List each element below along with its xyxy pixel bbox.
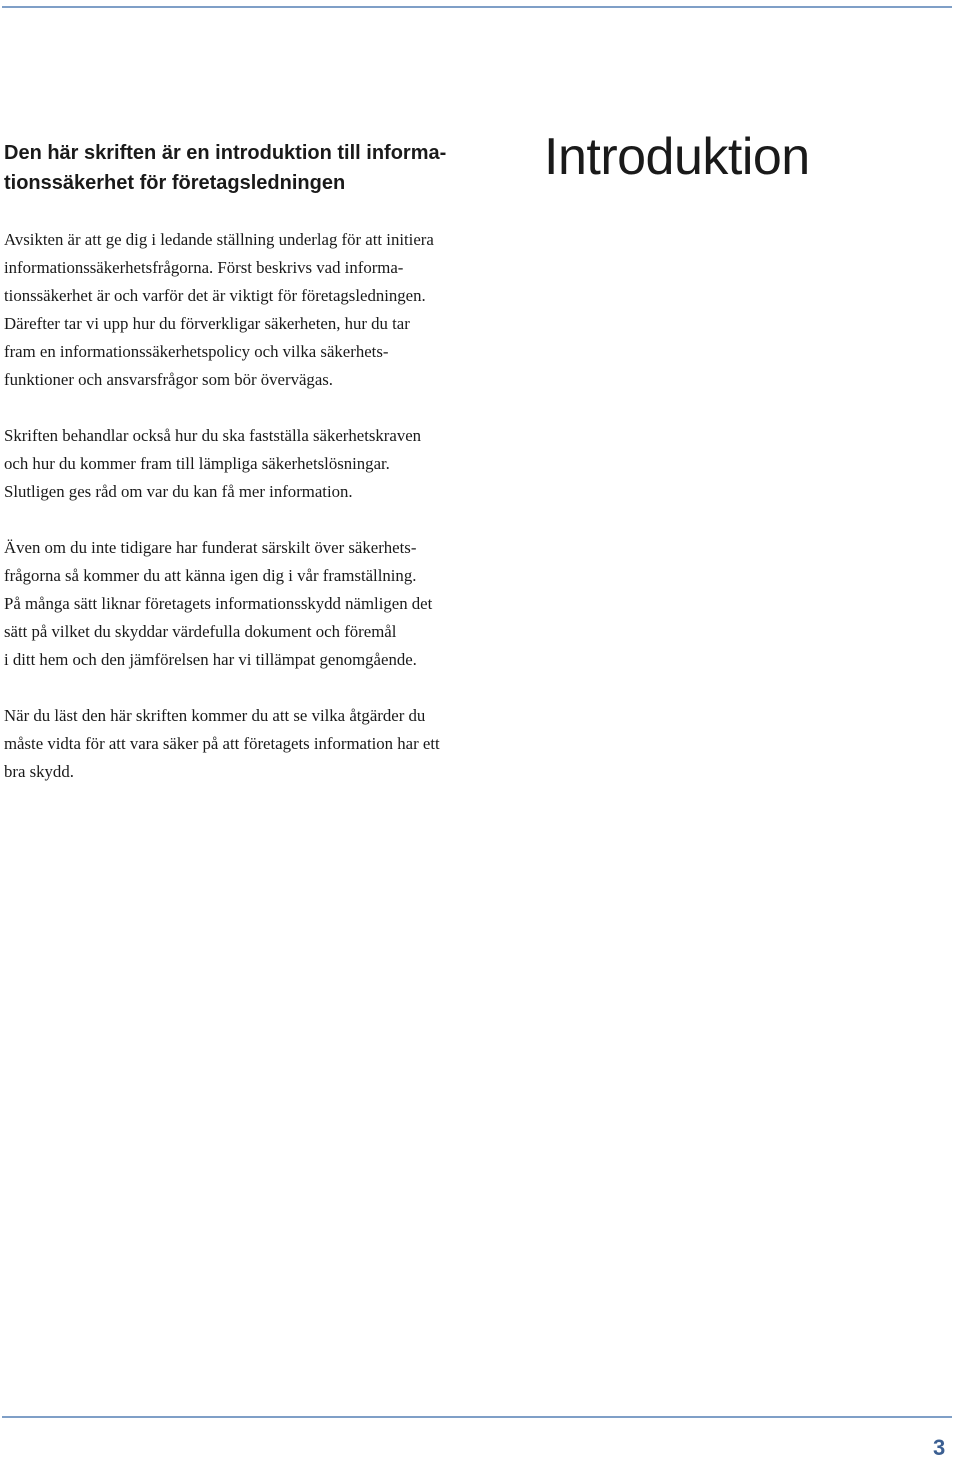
paragraph-line: Därefter tar vi upp hur du förverkligar säkerheten, hur du tar [4,314,410,333]
bottom-rule [2,1416,952,1418]
paragraph-intro [4,226,484,394]
paragraph-line: sätt på vilket du skyddar värdefulla dokument och föremål [4,622,397,641]
paragraph-line: Skriften behandlar också hur du ska fastställa säkerhetskraven [4,426,422,445]
paragraph-line: bra skydd. [4,762,74,781]
paragraph-line: När du läst den här skriften kommer du att se vilka åtgärder du [4,706,426,725]
paragraph-line: och hur du kommer fram till lämpliga säkerhetslösningar. [4,454,390,473]
paragraph-line: tionssäkerhet är och varför det är viktigt för företagsledningen. [4,286,426,305]
lead-heading-line: Den här skriften är en introduktion till informa- [4,142,447,164]
paragraph-conclusion [4,702,484,786]
paragraph-line: informationssäkerhetsfrågorna. Först beskrivs vad informa- [4,258,404,277]
page-number: 3 [933,1435,946,1460]
paragraph-line: måste vidta för att vara säker på att företagets information har ett [4,734,440,753]
section-title: Introduktion [544,128,810,186]
top-rule [2,6,952,8]
paragraph-line: i ditt hem och den jämförelsen har vi tillämpat genomgående. [4,650,417,669]
paragraph-line: På många sätt liknar företagets informationsskydd nämligen det [4,594,433,613]
paragraph-requirements [4,422,484,506]
paragraph-line: Slutligen ges råd om var du kan få mer information. [4,482,353,501]
paragraph-line: fram en informationssäkerhetspolicy och vilka säkerhets- [4,342,389,361]
paragraph-line: Avsikten är att ge dig i ledande ställning underlag för att initiera [4,230,434,249]
paragraph-line: Även om du inte tidigare har funderat särskilt över säkerhets- [4,538,417,557]
paragraph-comparison [4,534,484,674]
paragraph-line: funktioner och ansvarsfrågor som bör övervägas. [4,370,333,389]
lead-heading-line: tionssäkerhet för företagsledningen [4,172,346,194]
lead-heading [4,138,484,198]
paragraph-line: frågorna så kommer du att känna igen dig i vår framställning. [4,566,417,585]
